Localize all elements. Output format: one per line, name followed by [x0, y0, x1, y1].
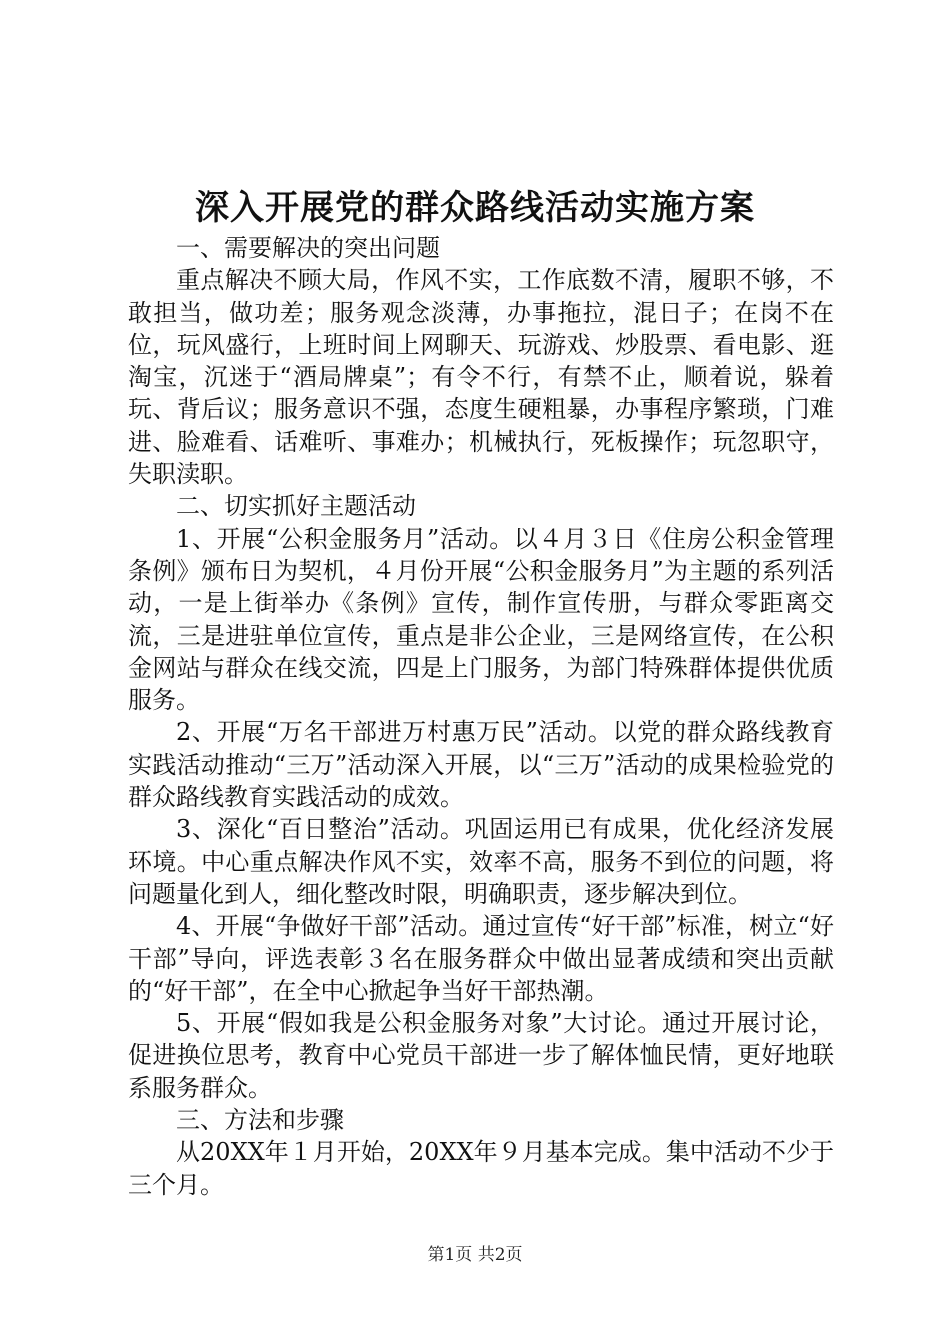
- section-heading-1: 一、需要解决的突出问题: [176, 234, 440, 262]
- paragraph-activity-5: 5、开展“假如我是公积金服务对象”大讨论。通过开展讨论，促进换位思考，教育中心党员干部进一步了解体恤民情，更好地联系服务群众。: [128, 1009, 834, 1102]
- paragraph-activity-4: 4、开展“争做好干部”活动。通过宣传“好干部”标准，树立“好干部”导向，评选表彰３名在服务群众中做出显著成绩和突出贡献的“好干部”，在全中心掀起争当好干部热潮。: [128, 912, 834, 1005]
- document-title: 深入开展党的群众路线活动实施方案: [195, 188, 755, 228]
- paragraph-activity-1: 1、开展“公积金服务月”活动。以４月３日《住房公积金管理条例》颁布日为契机，４月份开展“公积金服务月”为主题的系列活动，一是上街举办《条例》宣传，制作宣传册，与群众零距离交流，三是进驻单位宣传，重点是非公企业，三是网络宣传，在公积金网站与群众在线交流，四是上门服务，为部门特殊群体提供优质服务。: [128, 524, 834, 715]
- section-heading-2: 二、切实抓好主题活动: [176, 492, 416, 521]
- paragraph-activity-2: 2、开展“万名干部进万村惠万民”活动。以党的群众路线教育实践活动推动“三万”活动深入开展，以“三万”活动的成果检验党的群众路线教育实践活动的成效。: [128, 718, 834, 812]
- page-footer: 第1页 共2页: [427, 1245, 523, 1265]
- paragraph-activity-3: 3、深化“百日整治”活动。巩固运用已有成果，优化经济发展环境。中心重点解决作风不实，效率不高，服务不到位的问题，将问题量化到人，细化整改时限，明确职责，逐步解决到位。: [128, 815, 834, 908]
- paragraph-problems: 重点解决不顾大局，作风不实，工作底数不清，履职不够，不敢担当，做功差；服务观念淡薄，办事拖拉，混日子；在岗不在位，玩风盛行，上班时间上网聊天、玩游戏、炒股票、看电影、逛淘宝，沉迷于“酒局牌桌”；有令不行，有禁不止，顺着说，躲着玩、背后议；服务意识不强，态度生硬粗暴，办事程序繁琐，门难进、脸难看、话难听、事难办；机械执行，死板操作；玩忽职守，失职渎职。: [128, 266, 834, 489]
- section-heading-3: 三、方法和步骤: [176, 1106, 344, 1135]
- paragraph-steps: 从20XX年１月开始，20XX年９月基本完成。集中活动不少于三个月。: [128, 1138, 834, 1199]
- document-body: [128, 232, 834, 1201]
